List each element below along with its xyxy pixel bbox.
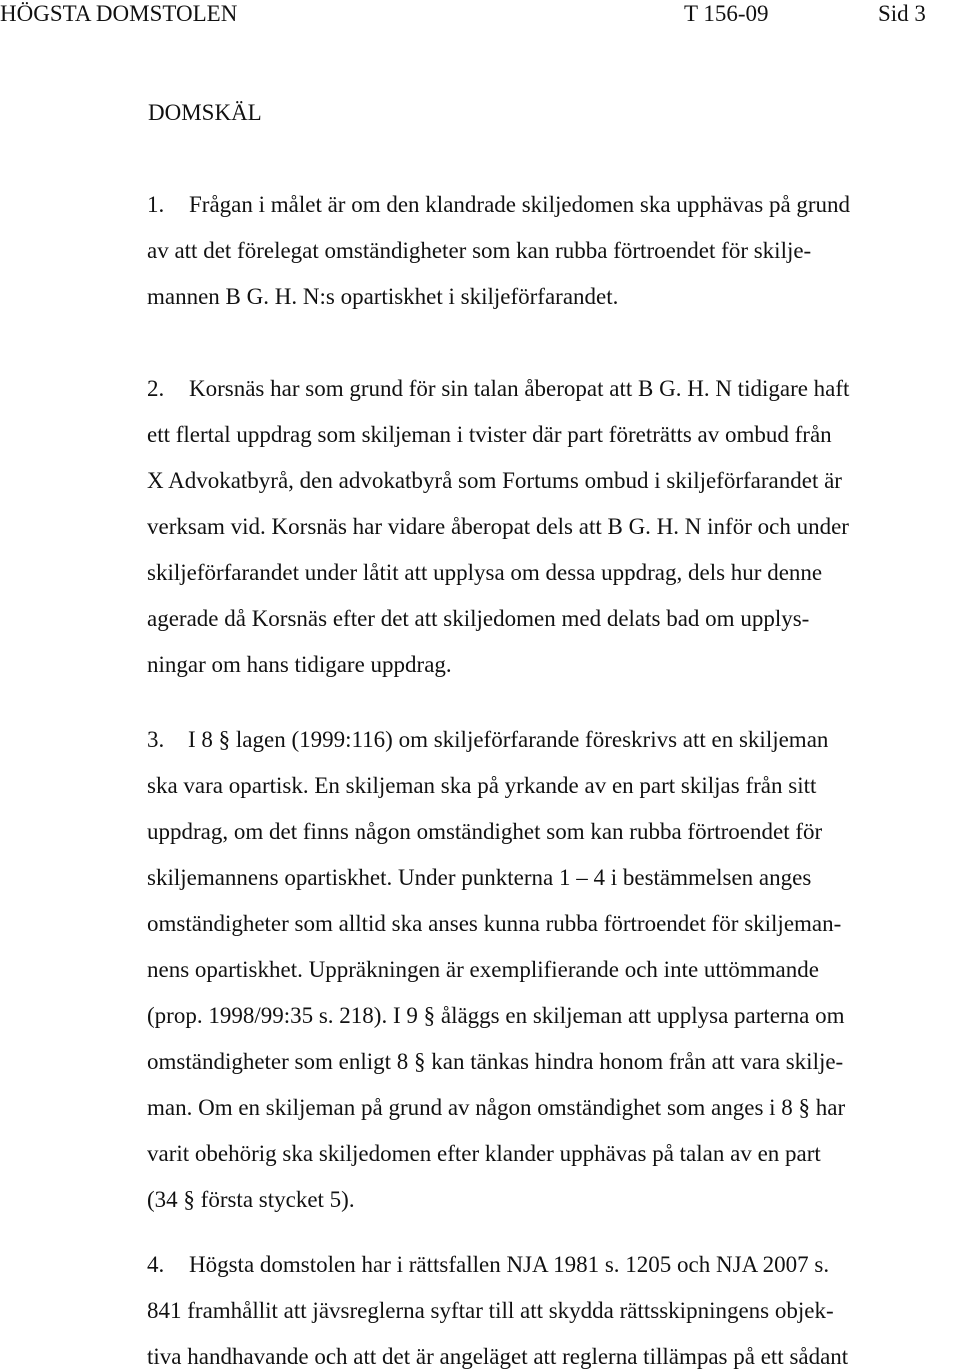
court-name: HÖGSTA DOMSTOLEN: [0, 1, 238, 26]
paragraph-line: skiljemannens opartiskhet. Under punkterna 1 – 4 i bestämmelsen anges: [147, 865, 812, 890]
page-number: Sid 3: [878, 1, 926, 26]
paragraph-line: uppdrag, om det finns någon omständighet som kan rubba förtroendet för: [147, 819, 823, 844]
paragraph-line: [147, 375, 849, 403]
paragraph-line: nens opartiskhet. Uppräkningen är exemplifierande och inte uttömmande: [147, 957, 819, 982]
case-number: T 156-09: [684, 1, 769, 26]
paragraph-number: 2.: [147, 376, 165, 401]
paragraph-line: (34 § första stycket 5).: [147, 1187, 355, 1212]
paragraph-line: 841 framhållit att jävsreglerna syftar till att skydda rättsskipningens objek-: [147, 1298, 834, 1323]
paragraph-text: Högsta domstolen har i rättsfallen NJA 1981 s. 1205 och NJA 2007 s.: [189, 1252, 830, 1277]
paragraph-line: X Advokatbyrå, den advokatbyrå som Fortums ombud i skiljeförfarandet är: [147, 468, 842, 493]
paragraph-line: agerade då Korsnäs efter det att skiljedomen med delats bad om upplys-: [147, 606, 810, 631]
paragraph-line: omständigheter som alltid ska anses kunna rubba förtroendet för skiljeman-: [147, 911, 842, 936]
paragraph-text: Frågan i målet är om den klandrade skiljedomen ska upphävas på grund: [189, 192, 851, 217]
paragraph-number: 3.: [147, 727, 165, 752]
paragraph-line: man. Om en skiljeman på grund av någon omständighet som anges i 8 § har: [147, 1095, 846, 1120]
paragraph-line: mannen B G. H. N:s opartiskhet i skiljeförfarandet.: [147, 284, 619, 309]
paragraph-line: ett flertal uppdrag som skiljeman i tvister där part företrätts av ombud från: [147, 422, 832, 447]
paragraph-line: omständigheter som enligt 8 § kan tänkas hindra honom från att vara skilje-: [147, 1049, 844, 1074]
paragraph-line: varit obehörig ska skiljedomen efter klander upphävas på talan av en part: [147, 1141, 821, 1166]
section-title: DOMSKÄL: [148, 100, 262, 125]
paragraph-text: Korsnäs har som grund för sin talan åberopat att B G. H. N tidigare haft: [189, 376, 850, 401]
paragraph-line: (prop. 1998/99:35 s. 218). I 9 § åläggs en skiljeman att upplysa parterna om: [147, 1003, 845, 1028]
paragraph-line: ska vara opartisk. En skiljeman ska på yrkande av en part skiljas från sitt: [147, 773, 817, 798]
paragraph-line: verksam vid. Korsnäs har vidare åberopat dels att B G. H. N inför och under: [147, 514, 849, 539]
paragraph-number: 1.: [147, 192, 165, 217]
paragraph-number: 4.: [147, 1252, 165, 1277]
paragraph-line: [147, 191, 850, 219]
paragraph-line: [147, 726, 828, 754]
paragraph-text: I 8 § lagen (1999:116) om skiljeförfarande föreskrivs att en skiljeman: [188, 727, 829, 752]
paragraph-line: skiljeförfarandet under låtit att upplysa om dessa uppdrag, dels hur denne: [147, 560, 823, 585]
paragraph-line: tiva handhavande och att det är angeläget att reglerna tillämpas på ett sådant: [147, 1344, 849, 1369]
paragraph-line: ningar om hans tidigare uppdrag.: [147, 652, 452, 677]
paragraph-line: av att det förelegat omständigheter som kan rubba förtroendet för skilje-: [147, 238, 812, 263]
paragraph-line: [147, 1251, 829, 1279]
